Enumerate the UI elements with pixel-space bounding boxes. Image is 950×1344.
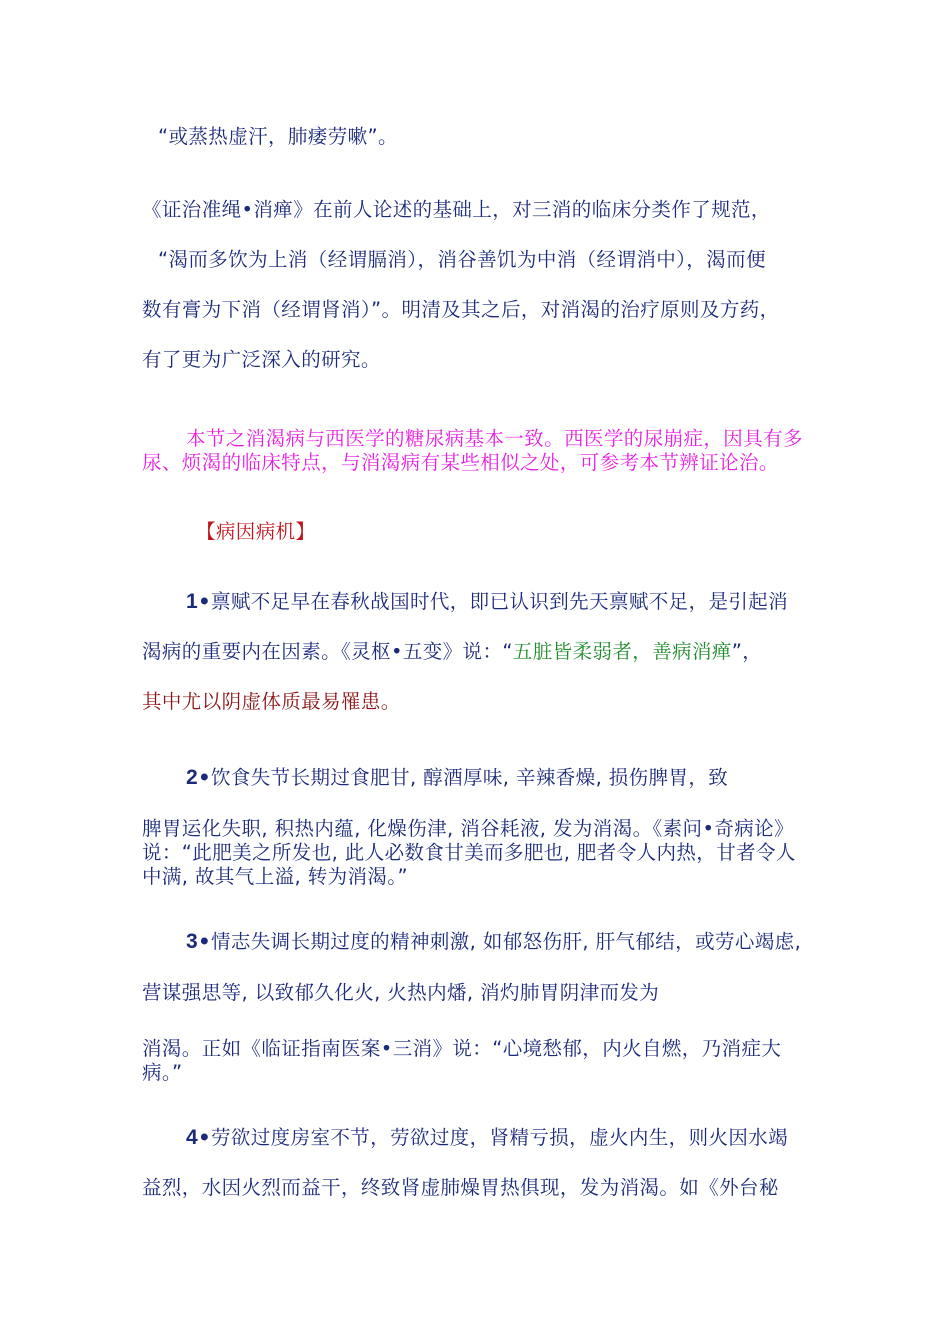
item-2-text: 饮食失节长期过食肥甘, 醇酒厚味, 辛辣香燥, 损伤脾胃，致 [210, 766, 729, 789]
paragraph-quote-line: “或蒸热虚汗，肺痿劳嗽”。 [158, 125, 398, 148]
item-4-line-1 [186, 1126, 788, 1150]
bullet-icon: • [198, 930, 211, 953]
highlight-paragraph-line-2: 尿、烦渴的临床特点，与消渴病有某些相似之处，可参考本节辨证论治。 [142, 451, 779, 474]
item-2-line-2: 脾胃运化失职, 积热内蕴, 化燥伤津, 消谷耗液, 发为消渴。《素问•奇病论》 [142, 817, 794, 840]
item-4-number: 4 [186, 1126, 199, 1149]
item-1-text: 禀赋不足早在春秋战国时代，即已认识到先天禀赋不足，是引起消 [210, 590, 789, 613]
item-4-text: 劳欲过度房室不节，劳欲过度，肾精亏损，虚火内生，则火因水竭 [210, 1126, 789, 1149]
lingshu-quote: 五脏皆柔弱者，善病消瘅 [512, 640, 732, 663]
bullet-icon: • [198, 766, 211, 789]
highlight-paragraph-line-1: 本节之消渴病与西医学的糖尿病基本一致。西医学的尿崩症，因具有多 [186, 427, 803, 450]
item-1-line-2-close: ”， [731, 640, 763, 663]
section-heading: 【病因病机】 [196, 520, 316, 543]
item-3-number: 3 [186, 930, 199, 953]
paragraph-zhengzhi-line-3: 数有膏为下消（经谓肾消）”。明清及其之后，对消渴的治疗原则及方药， [142, 298, 780, 321]
item-3-line-1 [186, 930, 801, 954]
bullet-icon: • [198, 1126, 211, 1149]
item-2-line-4: 中满, 故其气上溢, 转为消渴。” [142, 865, 408, 888]
paragraph-zhengzhi-line-4: 有了更为广泛深入的研究。 [142, 348, 381, 371]
item-1-number: 1 [186, 590, 199, 613]
item-3-line-3: 消渴。正如《临证指南医案•三消》说：“心境愁郁，内火自燃，乃消症大 [142, 1037, 782, 1060]
item-3-line-2: 营谋强思等, 以致郁久化火, 火热内燔, 消灼肺胃阴津而发为 [142, 981, 660, 1004]
item-2-line-3: 说：“此肥美之所发也, 此人必数食甘美而多肥也, 肥者令人内热，甘者令人 [142, 841, 796, 864]
item-2-line-1 [186, 766, 728, 790]
paragraph-zhengzhi-line-1: 《证治准绳•消瘅》在前人论述的基础上，对三消的临床分类作了规范， [142, 198, 771, 221]
item-3-line-4: 病。” [142, 1061, 183, 1084]
item-1-line-2 [142, 640, 762, 664]
item-1-line-1 [186, 590, 788, 614]
bullet-icon: • [198, 590, 211, 613]
item-2-number: 2 [186, 766, 199, 789]
item-1-line-2-text: 渴病的重要内在因素。《灵枢•五变》说：“ [142, 640, 513, 663]
paragraph-zhengzhi-line-2: “渴而多饮为上消（经谓膈消），消谷善饥为中消（经谓消中），渴而便 [158, 248, 766, 271]
item-4-line-2: 益烈，水因火烈而益干，终致肾虚肺燥胃热俱现，发为消渴。如《外台秘 [142, 1176, 779, 1199]
item-1-line-3: 其中尤以阴虚体质最易罹患。 [142, 690, 401, 713]
item-3-text: 情志失调长期过度的精神刺激, 如郁怒伤肝, 肝气郁结，或劳心竭虑, [210, 930, 802, 953]
